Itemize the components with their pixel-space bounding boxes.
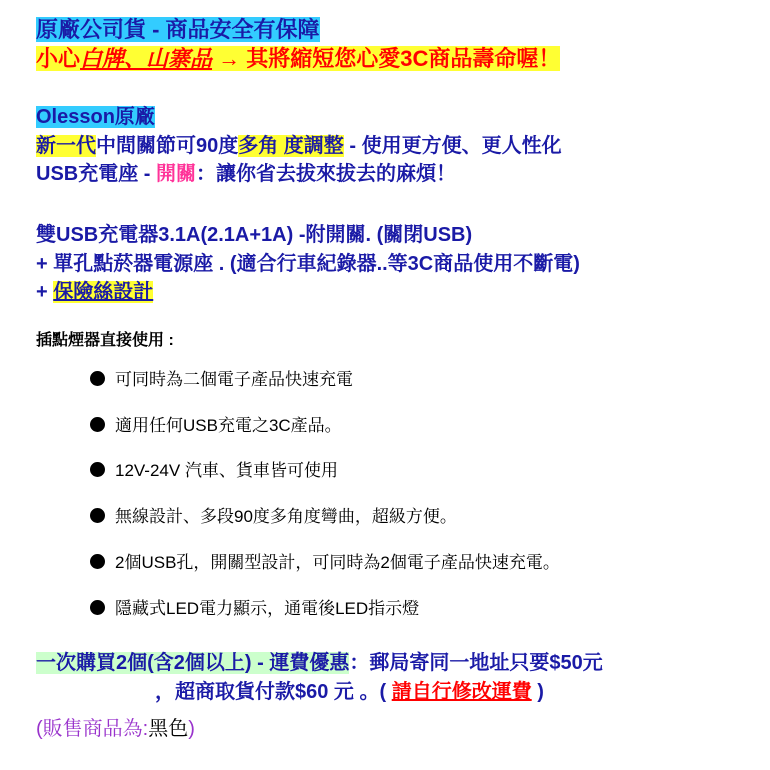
bullet-dot-icon (90, 371, 105, 386)
color-note-label: (販售商品為: (36, 718, 149, 740)
promo-edit-fee-note: 請自行修改運費 (391, 681, 532, 703)
bullet-dot-icon (90, 600, 105, 615)
bullet-dot-icon (90, 462, 105, 477)
header-title: 原廠公司貨 - 商品安全有保障 (36, 17, 320, 42)
warning-fake-brands: 白牌、山寨品 (80, 46, 213, 71)
feature2-benefit: ：讓你省去拔來拔去的麻煩！ (196, 163, 456, 185)
promo-close-paren: ) (531, 681, 544, 703)
brand-line (36, 104, 155, 130)
usage-bullet (90, 594, 419, 619)
feature2-switch: 開關 (156, 163, 196, 185)
color-note-value: 黑色 (148, 718, 189, 740)
usage-bullet (90, 411, 342, 436)
bullet-text: 可同時為二個電子產品快速充電 (115, 370, 353, 389)
feature-line1 (36, 133, 562, 159)
promo-post-fee: ：郵局寄同一地址只要$50元 (349, 652, 603, 674)
spec-line2: + 單孔點菸器電源座 . (適合行車紀錄器..等3C商品使用不斷電) (36, 253, 580, 275)
feature-line2 (36, 161, 456, 187)
spec-line1: 雙USB充電器3.1A(2.1A+1A) -附開關. (關閉USB) (36, 224, 473, 246)
feature2-usb: USB充電座 - (36, 163, 156, 185)
feature1-joint: 中間關節可90度 (96, 135, 239, 157)
feature1-angle: 多角 度調整 (238, 135, 344, 157)
spec-line3 (36, 279, 153, 305)
color-note-close: ) (188, 718, 195, 740)
color-note (36, 712, 195, 741)
usage-heading: 插點煙器直接使用 : (36, 332, 174, 349)
promo-discount: 一次購買2個(含2個以上) - 運費優惠 (36, 652, 350, 674)
usage-bullet (90, 548, 560, 573)
spec-fuse: 保險絲設計 (53, 281, 154, 303)
bullet-dot-icon (90, 417, 105, 432)
usage-bullet (90, 365, 353, 390)
bullet-text: 12V-24V 汽車、貨車皆可使用 (115, 461, 338, 480)
promo-line1 (36, 650, 603, 676)
warning-prefix: 小心 (36, 46, 81, 71)
bullet-dot-icon (90, 554, 105, 569)
usage-bullet (90, 456, 338, 481)
feature1-new: 新一代 (36, 135, 96, 157)
promo-line2 (155, 679, 544, 705)
header-line1 (36, 16, 320, 44)
promo-store-fee: ，超商取貨付款$60 元 。( (155, 681, 392, 703)
brand-name: Olesson原廠 (36, 106, 155, 128)
header-warning (36, 46, 560, 71)
bullet-text: 2個USB孔，開關型設計，可同時為2個電子產品快速充電。 (115, 553, 560, 572)
bullet-text: 隱藏式LED電力顯示，通電後LED指示燈 (115, 599, 420, 618)
bullet-text: 無線設計、多段90度多角度彎曲，超級方便。 (115, 507, 457, 526)
feature1-benefit: - 使用更方便、更人性化 (343, 135, 562, 157)
bullet-text: 適用任何USB充電之3C產品。 (115, 416, 342, 435)
usage-bullet (90, 502, 457, 527)
header-line2 (36, 45, 560, 73)
spec-plus: + (36, 281, 54, 303)
bullet-dot-icon (90, 508, 105, 523)
warning-suffix: → 其將縮短您心愛3C商品壽命喔！ (212, 46, 561, 71)
